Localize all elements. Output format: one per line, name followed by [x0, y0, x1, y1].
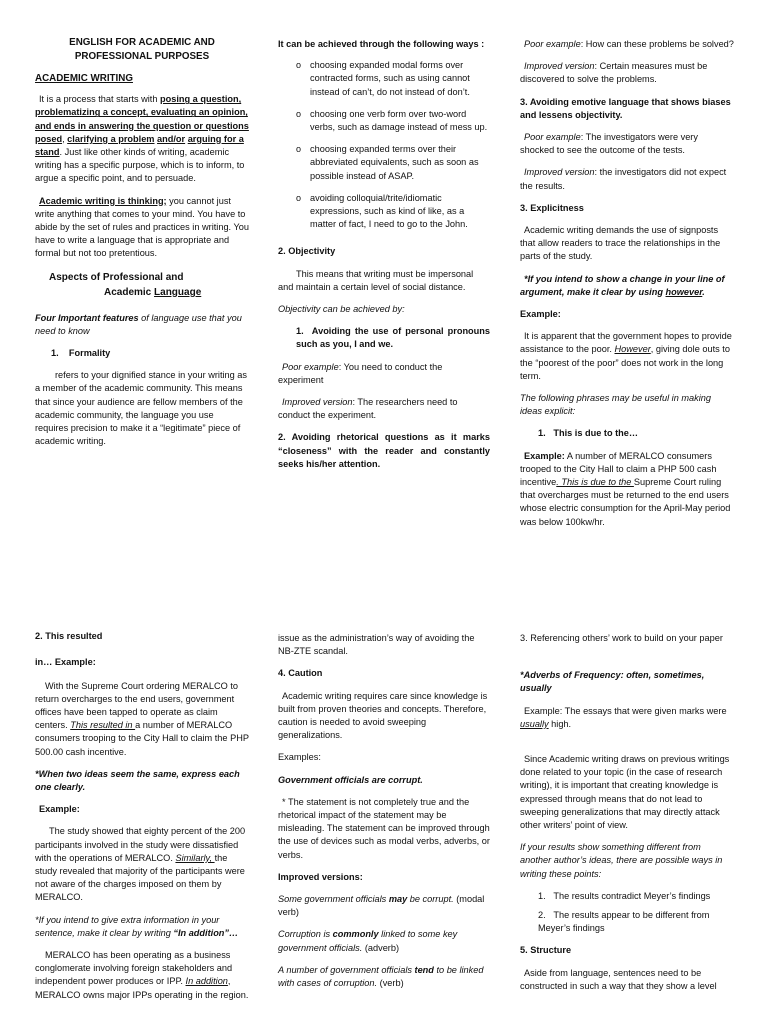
- text-run: Corruption is: [278, 929, 333, 940]
- adverbs-of-frequency: [520, 669, 734, 695]
- text-run: a number of MERALCO consumers trooping to the City Hall to claim the PHP 500.00 cash incentive.: [35, 720, 249, 757]
- text-run: commonly: [332, 929, 379, 940]
- text-run: Poor example: [282, 361, 339, 372]
- phrases-intro: The following phrases may be useful in making ideas explicit:: [520, 393, 711, 417]
- aspects-line-2: [49, 285, 249, 300]
- explicitness-heading: 3. Explicitness: [520, 202, 584, 213]
- referencing-heading: 3. Referencing others’ work to build on your paper: [520, 633, 723, 643]
- corrupt-example: [278, 774, 490, 787]
- in-addition-tip: [35, 914, 249, 940]
- text-run: avoiding colloquial/trite/idiomatic expressions, such as kind of like, as a matter of fact, I need to go to the John.: [310, 192, 468, 230]
- poor-example-2: [520, 38, 734, 51]
- text-run: however: [665, 286, 703, 297]
- list-number: 1.: [538, 890, 546, 901]
- academic-writing-thinking: [35, 195, 249, 261]
- bullet-icon: o: [296, 192, 302, 203]
- text-run: the study revealed that majority of the participants were not aware of the charges imposed on them by MERALCO.: [35, 852, 245, 903]
- text-run: However: [614, 344, 651, 355]
- text-run: *If you intend to give extra information in your sentence, make it clear by writing: [35, 914, 220, 938]
- same-ideas-tip: *When two ideas seem the same, express each one clearly.: [35, 768, 240, 793]
- text-run: choosing expanded terms over their abbreviated equivalents, such as soon as possible instead of ASAP.: [310, 144, 479, 181]
- text-run: : You need to conduct the experiment: [278, 361, 443, 385]
- bottom-column-3: [520, 632, 734, 1002]
- text-run: Language: [154, 286, 202, 298]
- this-resulted-heading: [35, 630, 249, 670]
- examples-label: Examples:: [278, 752, 321, 763]
- text-run: choosing expanded modal forms over contracted forms, such as using cannot instead of can’t, do not instead of don’t.: [310, 60, 470, 97]
- bullet-icon: o: [296, 144, 302, 155]
- improved-versions-label: Improved versions:: [278, 871, 363, 882]
- avoid-rhetorical-item: 2. Avoiding rhetorical questions as it marks “closeness” with the reader and constantly seeks his/her attention.: [278, 432, 490, 469]
- list-number: 1.: [51, 348, 59, 359]
- text-run: Improved version: [524, 167, 595, 178]
- objectivity-achieved: Objectivity can be achieved by:: [278, 304, 405, 315]
- text-run: : often, sometimes, usually: [520, 670, 705, 694]
- bullet-icon: o: [296, 108, 302, 119]
- text-run: posing a question, problematizing a concept, evaluating an opinion, and ends in answering the question or questions posed: [35, 94, 249, 144]
- since-academic-paragraph: Since Academic writing draws on previous writings done related to your topic (in the case of research writing), it is important that creating knowledge is expressed through means that do not lead to sweeping generalizations that may directly attack other writers’ point of view.: [520, 754, 730, 831]
- list-number: 1.: [296, 326, 304, 337]
- text-run: This resulted in: [70, 720, 136, 731]
- document-title: [35, 36, 249, 64]
- page-gap: [0, 590, 768, 618]
- text-run: A number of MERALCO consumers trooped to the City Hall to claim a PHP 500 cash incentive: [520, 450, 717, 488]
- caution-heading: 4. Caution: [278, 668, 323, 679]
- text-run: (modal verb): [278, 894, 485, 918]
- if-results-intro: If your results show something different from another author’s ideas, there are possible ways in writing these points:: [520, 842, 723, 879]
- text-run: MERALCO has been operating as a business conglomerate involving foreign stakeholders and independent power produces or IPP.: [35, 950, 233, 987]
- text-run: tend: [414, 964, 434, 975]
- text-run: With the Supreme Court ordering MERALCO to return overcharges to the end users, government offices have been tapped to operate as claim centers.: [35, 680, 239, 731]
- text-run: *Adverbs of Frequency: [520, 670, 621, 681]
- text-run: (verb): [377, 978, 404, 989]
- text-run: .: [702, 286, 705, 297]
- list-number: 1.: [538, 428, 546, 439]
- text-run: It is a process that starts with: [39, 94, 161, 105]
- text-run: Poor example: [524, 132, 581, 143]
- text-run: Supreme Court ruling that overcharges must be returned to the end users whose electric consumption for the April-May period was below 100kw/hr.: [520, 477, 731, 527]
- text-run: Avoiding the use of personal pronouns such as you, I and we.: [296, 326, 490, 350]
- text-run: arguing for a stand: [35, 133, 244, 158]
- verb-version: [278, 964, 490, 990]
- list-number: 2.: [538, 910, 546, 921]
- text-run: to be linked with cases of corruption.: [278, 964, 484, 989]
- poor-example-1: [278, 361, 490, 387]
- improved-version-3: [520, 166, 734, 192]
- however-tip: [520, 273, 734, 299]
- text-run: of language use that you need to know: [35, 312, 242, 336]
- avoid-emotive-item: 3. Avoiding emotive language that shows biases and lessens objectivity.: [520, 96, 731, 120]
- text-run: and/or: [157, 133, 186, 144]
- text-run: , giving dole outs to the “poorest of the poor” does not work in the long term.: [520, 344, 730, 381]
- text-run: Formality: [68, 348, 111, 359]
- due-to-example: [520, 450, 734, 529]
- text-run: : The researchers need to conduct the experiment.: [278, 397, 458, 421]
- text-run: “In addition”…: [173, 927, 239, 938]
- continued-text: issue as the administration’s way of avoiding the NB-ZTE scandal.: [278, 633, 475, 657]
- caution-description: Academic writing requires care since knowledge is built from proven theories and concepts. Therefore, caution is needed to avoid sweeping generalizations.: [278, 690, 488, 741]
- objectivity-heading: 2. Objectivity: [278, 246, 336, 257]
- text-run: Improved version: [524, 61, 595, 72]
- similarly-example: [35, 825, 249, 904]
- improved-version-1: [278, 396, 490, 422]
- however-example: [520, 330, 734, 383]
- poor-example-3: [520, 131, 734, 157]
- text-run: , MERALCO owns major IPPs operating in the region.: [35, 976, 249, 1000]
- text-run: This is due to the…: [553, 428, 639, 439]
- text-run: .: [420, 774, 423, 785]
- text-run: *If you intend to show a change in your line of argument, make it clear by using: [520, 273, 725, 297]
- text-run: Four Important features: [35, 312, 139, 323]
- top-column-3: [520, 38, 734, 538]
- text-run: : The investigators were very shocked to see the outcome of the tests.: [520, 132, 698, 156]
- example-label: Example:: [39, 804, 80, 815]
- text-run: Academic writing is thinking;: [39, 195, 167, 206]
- text-run: 2. This resulted: [35, 631, 103, 641]
- title-line-1: ENGLISH FOR ACADEMIC AND: [69, 37, 215, 48]
- this-resulted-example: [35, 680, 249, 759]
- text-run: may: [388, 894, 408, 905]
- example-label: Example:: [520, 309, 561, 320]
- formality-heading: [35, 347, 249, 360]
- improved-version-2: [520, 60, 734, 86]
- text-run: : Certain measures must be discovered to solve the problems.: [520, 61, 708, 85]
- list-item: [278, 59, 490, 99]
- text-run: The results appear to be different from Meyer’s findings: [538, 910, 710, 934]
- text-run: in… Example:: [35, 657, 96, 668]
- list-item: [278, 192, 490, 232]
- text-run: (adverb): [362, 942, 400, 953]
- top-column-1: [35, 36, 249, 457]
- bullet-icon: o: [296, 60, 302, 71]
- text-run: . This is due to the: [556, 477, 634, 488]
- adverb-version: [278, 928, 490, 954]
- text-run: Similarly,: [175, 852, 215, 863]
- statement-note: * The statement is not completely true and the rhetorical impact of the statement may be misleading. The statement can be improved through the use of devices such as modal verbs, adverbs, or verbs.: [278, 796, 490, 860]
- text-run: Government officials are corrupt: [278, 774, 421, 785]
- results-item-1: [520, 890, 734, 903]
- text-run: linked to some key government officials.: [278, 929, 458, 953]
- text-run: : How can these problems be solved?: [580, 39, 734, 49]
- formality-ways-list: [278, 59, 490, 231]
- bottom-page: [0, 618, 768, 1024]
- text-run: be corrupt.: [407, 894, 454, 905]
- modal-verb-version: [278, 893, 490, 919]
- text-run: Some government officials: [278, 894, 389, 905]
- text-run: In addition: [185, 976, 228, 987]
- structure-description: Aside from language, sentences need to be constructed in such a way that they show a level: [520, 967, 717, 991]
- results-item-2: [520, 909, 734, 935]
- text-run: clarifying a problem: [67, 133, 155, 144]
- text-run: . Just like other kinds of writing, academic writing has a specific purpose, which is to inform, to argue a specific point, and to persuade.: [35, 147, 245, 184]
- text-run: It is apparent that the government hopes to provide assistance to the poor.: [520, 331, 732, 355]
- text-run: Academic: [104, 286, 155, 298]
- text-run: choosing one verb form over two-word verbs, such as damage instead of mess up.: [310, 108, 488, 133]
- text-run: you cannot just write anything that comes to your mind. You have to abide by the set of rules and practices in writing. You have to write a language that is appropriate and formal but not too pretentious.: [35, 195, 249, 259]
- formality-description: refers to your dignified stance in your writing as a member of the academic community. This means that since your audience are fellow members of the academic community, the language you use requires precision to make it a “legitimate” piece of academic writing.: [35, 370, 248, 447]
- bottom-column-2: [278, 632, 490, 999]
- four-features-intro: [35, 312, 249, 338]
- objectivity-description: This means that writing must be impersonal and maintain a certain level of social distance.: [278, 268, 474, 292]
- text-run: high.: [548, 718, 572, 729]
- due-to-item: [520, 427, 734, 440]
- text-run: usually: [520, 718, 549, 729]
- structure-heading: 5. Structure: [520, 945, 572, 956]
- bottom-column-1: [35, 630, 249, 1011]
- text-run: ,: [62, 133, 68, 144]
- text-run: The study showed that eighty percent of the 200 participants involved in the study were dissatisfied with the operations of MERALCO.: [35, 826, 246, 863]
- explicitness-description: Academic writing demands the use of signposts that allow readers to trace the relationships in the parts of the study.: [520, 225, 721, 262]
- text-run: Example: The essays that were given marks were: [524, 705, 727, 716]
- usually-example: [520, 705, 734, 731]
- aspects-heading: [49, 270, 249, 300]
- text-run: A number of government officials: [278, 964, 415, 975]
- text-run: Aspects of Professional and: [49, 271, 184, 283]
- title-line-2: PROFESSIONAL PURPOSES: [74, 51, 210, 62]
- text-run: Example:: [524, 450, 565, 461]
- in-addition-example: [35, 949, 249, 1002]
- top-column-2: [278, 38, 490, 480]
- list-item: [278, 108, 490, 134]
- text-run: The results contradict Meyer’s findings: [553, 890, 711, 901]
- text-run: : the investigators did not expect the results.: [520, 167, 727, 191]
- academic-writing-definition: [35, 93, 249, 185]
- text-run: Improved version: [282, 397, 353, 408]
- avoid-pronouns-item: [278, 325, 490, 351]
- list-item: [278, 143, 490, 183]
- text-run: Poor example: [524, 39, 581, 49]
- academic-writing-heading: ACADEMIC WRITING: [35, 73, 133, 84]
- ways-intro: It can be achieved through the following ways :: [278, 39, 485, 49]
